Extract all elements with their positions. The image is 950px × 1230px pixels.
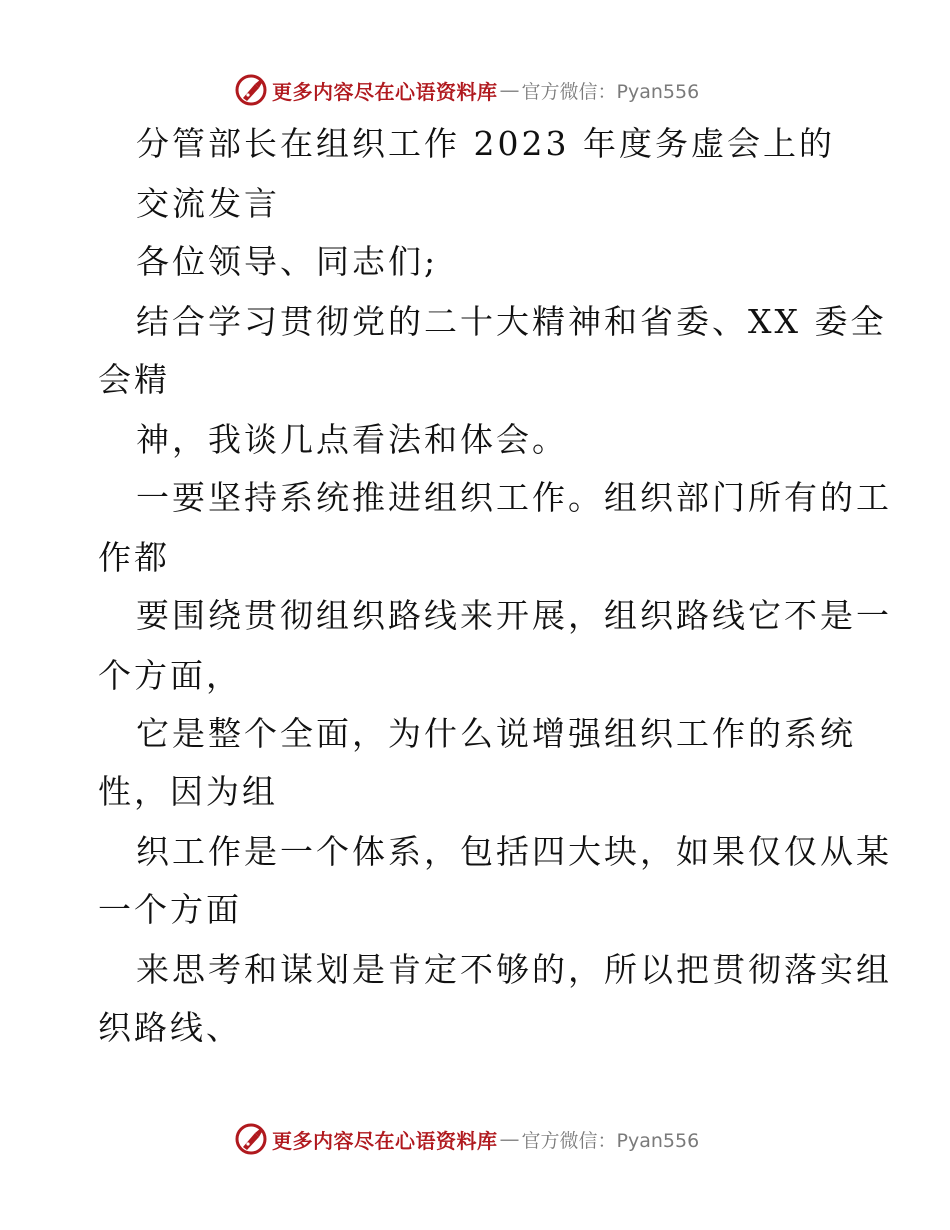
footer-watermark-banner	[234, 1122, 734, 1156]
header-watermark-banner	[234, 73, 734, 107]
paragraph-line: 一要坚持系统推进组织工作。组织部门所有的工	[136, 478, 892, 517]
title-line-1: 分管部长在组织工作 2023 年度务虚会上的	[136, 124, 835, 163]
banner-red-text: 更多内容尽在心语资料库	[272, 1128, 498, 1153]
paragraph-line: 它是整个全面，为什么说增强组织工作的系统	[136, 714, 856, 753]
pen-nib-logo-icon	[234, 73, 268, 107]
banner-grey-text: 官方微信：Pyan556	[521, 80, 700, 103]
paragraph-line: 织工作是一个体系，包括四大块，如果仅仅从某	[136, 832, 892, 871]
banner-dash: —	[499, 78, 520, 102]
paragraph-line: 织路线、	[98, 1008, 242, 1047]
paragraph-line: 来思考和谋划是肯定不够的，所以把贯彻落实组	[136, 950, 892, 989]
paragraph-line: 作都	[98, 538, 170, 577]
pen-nib-logo-icon	[234, 1122, 268, 1156]
title-line-2: 交流发言	[136, 184, 280, 223]
banner-dash: —	[499, 1127, 520, 1151]
paragraph-line: 会精	[98, 360, 170, 399]
paragraph-line: 神，我谈几点看法和体会。	[136, 420, 568, 459]
salutation-line: 各位领导、同志们;	[136, 242, 439, 281]
paragraph-line: 结合学习贯彻党的二十大精神和省委、XX 委全	[136, 302, 887, 341]
banner-red-text: 更多内容尽在心语资料库	[272, 79, 498, 104]
paragraph-line: 个方面，	[98, 656, 242, 695]
banner-grey-text: 官方微信：Pyan556	[521, 1129, 700, 1152]
paragraph-line: 一个方面	[98, 890, 242, 929]
paragraph-line: 要围绕贯彻组织路线来开展，组织路线它不是一	[136, 596, 892, 635]
paragraph-line: 性，因为组	[98, 772, 278, 811]
